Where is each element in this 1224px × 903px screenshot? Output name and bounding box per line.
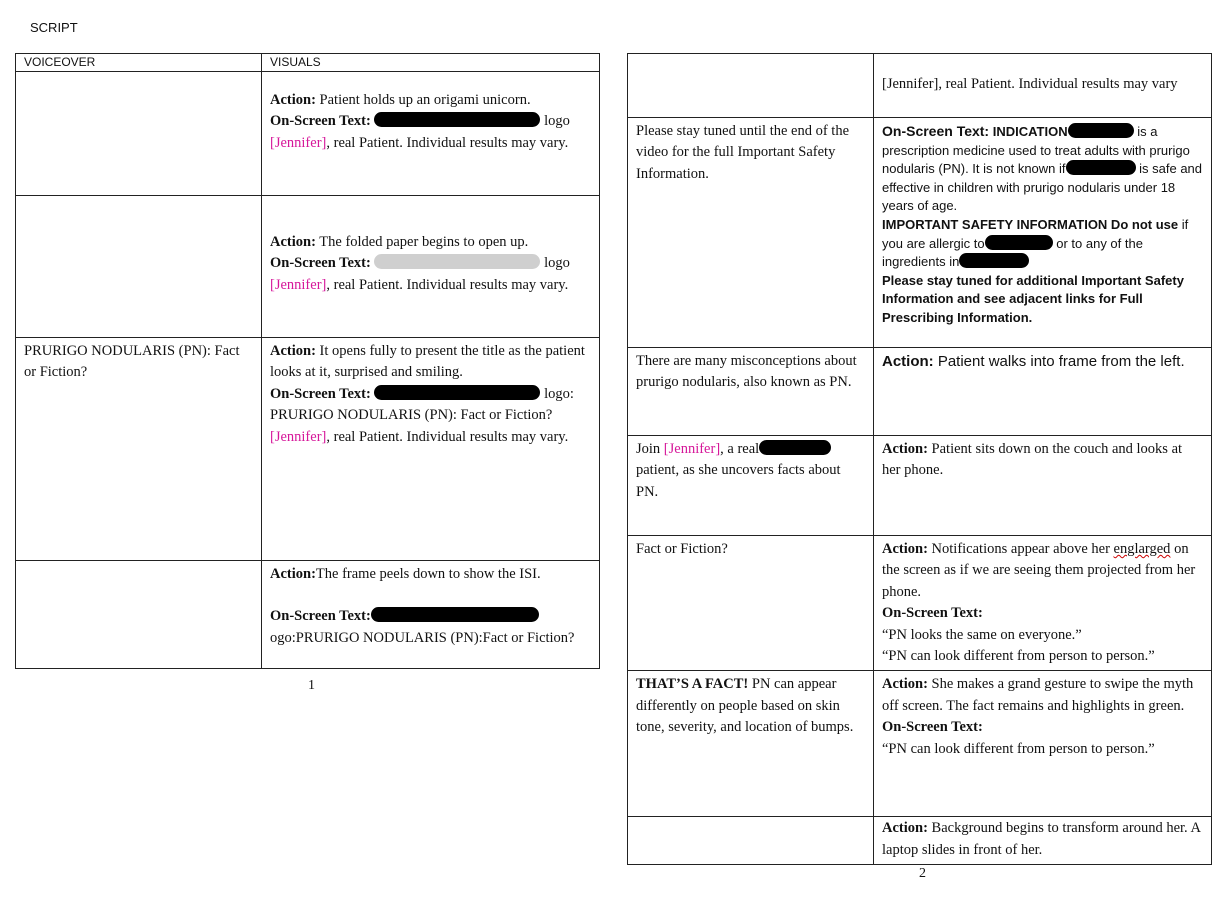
action-label: Action: (882, 820, 928, 837)
voiceover-text: Join (636, 441, 664, 457)
action-text: Notifications appear above her (927, 541, 1114, 557)
on-screen-line: “PN can look different from person to person.” (882, 648, 1155, 665)
visuals-cell (262, 561, 600, 669)
table-row (16, 338, 600, 561)
visuals-cell (262, 338, 600, 561)
misspelled-word: englarged (1113, 541, 1171, 557)
patient-name: [Jennifer] (663, 441, 721, 457)
on-screen-text: logo (540, 113, 570, 130)
table-row (628, 817, 1212, 865)
voiceover-header: VOICEOVER (16, 54, 262, 72)
action-label: Action: (270, 343, 316, 359)
voiceover-cell (628, 817, 874, 865)
on-screen-line: “PN can look different from person to person.” (882, 740, 1155, 757)
action-label: Action: (882, 541, 928, 557)
voiceover-text: , a real (720, 441, 760, 457)
visuals-cell (874, 436, 1212, 536)
table-row (16, 72, 600, 196)
action-text: Patient holds up an origami unicorn. (315, 92, 531, 108)
on-screen-text-label: On-Screen Text: (270, 385, 371, 402)
fact-label: THAT’S A FACT! (636, 676, 749, 693)
table-row (16, 196, 600, 338)
voiceover-text: PN can appear differently on people based on skin tone, severity, and location of bumps. (636, 676, 854, 736)
table-row (628, 536, 1212, 671)
indication-label: INDICATION (992, 124, 1068, 139)
table-row (628, 436, 1212, 536)
action-label: Action: (882, 676, 928, 693)
visuals-cell (874, 348, 1212, 436)
redaction-bar (985, 235, 1053, 250)
action-label: Action: (882, 353, 934, 370)
patient-disclaimer: [Jennifer], real Patient. Individual results may vary (882, 76, 1178, 92)
redaction-bar (759, 440, 831, 455)
action-text: on the screen as if we are seeing them projected from her phone. (882, 541, 1196, 600)
isi-text-a: if you are allergic to (882, 216, 1189, 251)
page-number: 1 (308, 678, 315, 693)
action-label: Action: (270, 92, 316, 108)
on-screen-text-label: On-Screen Text: (882, 605, 983, 622)
voiceover-cell: Please stay tuned until the end of the video for the full Important Safety Information. (628, 118, 874, 348)
redaction-bar (371, 607, 539, 622)
on-screen-text-label: On-Screen Text: (270, 113, 371, 130)
action-label: Action: (270, 566, 316, 582)
script-table-page-1 (15, 53, 600, 669)
action-text: It opens fully to present the title as the patient looks at it, surprised and smiling. (270, 343, 585, 381)
redaction-bar (374, 385, 540, 400)
document-title: SCRIPT (30, 20, 78, 35)
redaction-bar (1068, 123, 1134, 138)
on-screen-text-label: On-Screen Text: (270, 608, 371, 625)
action-text: The folded paper begins to open up. (315, 234, 529, 250)
redaction-bar (1066, 160, 1136, 175)
on-screen-text: ogo:PRURIGO NODULARIS (PN):Fact or Fiction? (270, 629, 575, 646)
redaction-bar (374, 112, 540, 127)
page-number: 2 (919, 866, 926, 881)
isi-text-b: or to any of the ingredients in (882, 235, 1143, 270)
on-screen-text-label: On-Screen Text: (270, 255, 371, 272)
redaction-bar (374, 254, 540, 269)
visuals-cell (262, 196, 600, 338)
on-screen-text-label: On-Screen Text: (882, 719, 983, 736)
voiceover-cell (628, 436, 874, 536)
script-table-page-2 (627, 53, 1212, 865)
on-screen-line: “PN looks the same on everyone.” (882, 626, 1082, 643)
visuals-cell (874, 54, 1212, 118)
patient-disclaimer: , real Patient. Individual results may vary. (326, 428, 569, 445)
patient-disclaimer: , real Patient. Individual results may vary. (326, 134, 569, 151)
voiceover-cell (16, 196, 262, 338)
isi-cell (874, 118, 1212, 348)
visuals-cell (874, 536, 1212, 671)
action-text: She makes a grand gesture to swipe the myth off screen. The fact remains and highlights in green. (882, 676, 1194, 714)
visuals-header: VISUALS (262, 54, 600, 72)
patient-name: [Jennifer] (270, 276, 327, 293)
table-row (16, 561, 600, 669)
table-row (628, 54, 1212, 118)
on-screen-text-label: On-Screen Text: (882, 123, 990, 139)
action-text: The frame peels down to show the ISI. (315, 566, 541, 582)
voiceover-cell: Fact or Fiction? (628, 536, 874, 671)
patient-name: [Jennifer] (270, 428, 327, 445)
table-header-row (16, 54, 600, 72)
voiceover-cell: There are many misconceptions about prurigo nodularis, also known as PN. (628, 348, 874, 436)
voiceover-cell (16, 72, 262, 196)
redaction-bar (959, 253, 1029, 268)
table-row (628, 118, 1212, 348)
table-row (628, 671, 1212, 817)
voiceover-cell (16, 561, 262, 669)
voiceover-text: patient, as she uncovers facts about PN. (636, 462, 841, 500)
action-text: Background begins to transform around her. A laptop slides in front of her. (882, 820, 1201, 858)
patient-disclaimer: , real Patient. Individual results may vary. (326, 276, 569, 293)
voiceover-cell: PRURIGO NODULARIS (PN): Fact or Fiction? (16, 338, 262, 561)
patient-name: [Jennifer] (270, 134, 327, 151)
indication-text-b: is safe and effective in children with prurigo nodularis under 18 years of age. (882, 161, 1203, 214)
table-row (628, 348, 1212, 436)
visuals-cell (262, 72, 600, 196)
action-text: Patient sits down on the couch and looks at her phone. (882, 441, 1183, 479)
action-label: Action: (270, 234, 316, 250)
visuals-cell (874, 817, 1212, 865)
indication-text-a: is a prescription medicine used to treat adults with prurigo nodularis (PN). It is not known if (882, 124, 1190, 177)
action-label: Action: (882, 441, 928, 457)
voiceover-cell (628, 54, 874, 118)
action-text: Patient walks into frame from the left. (933, 353, 1185, 370)
isi-stay-tuned: Please stay tuned for additional Important Safety Information and see adjacent links for Full Prescribing Information. (882, 272, 1184, 325)
visuals-cell (874, 671, 1212, 817)
isi-label: IMPORTANT SAFETY INFORMATION Do not use (882, 216, 1179, 232)
on-screen-text: logo: PRURIGO NODULARIS (PN): Fact or Fiction? (270, 385, 574, 424)
voiceover-cell (628, 671, 874, 817)
on-screen-text: logo (540, 255, 570, 272)
